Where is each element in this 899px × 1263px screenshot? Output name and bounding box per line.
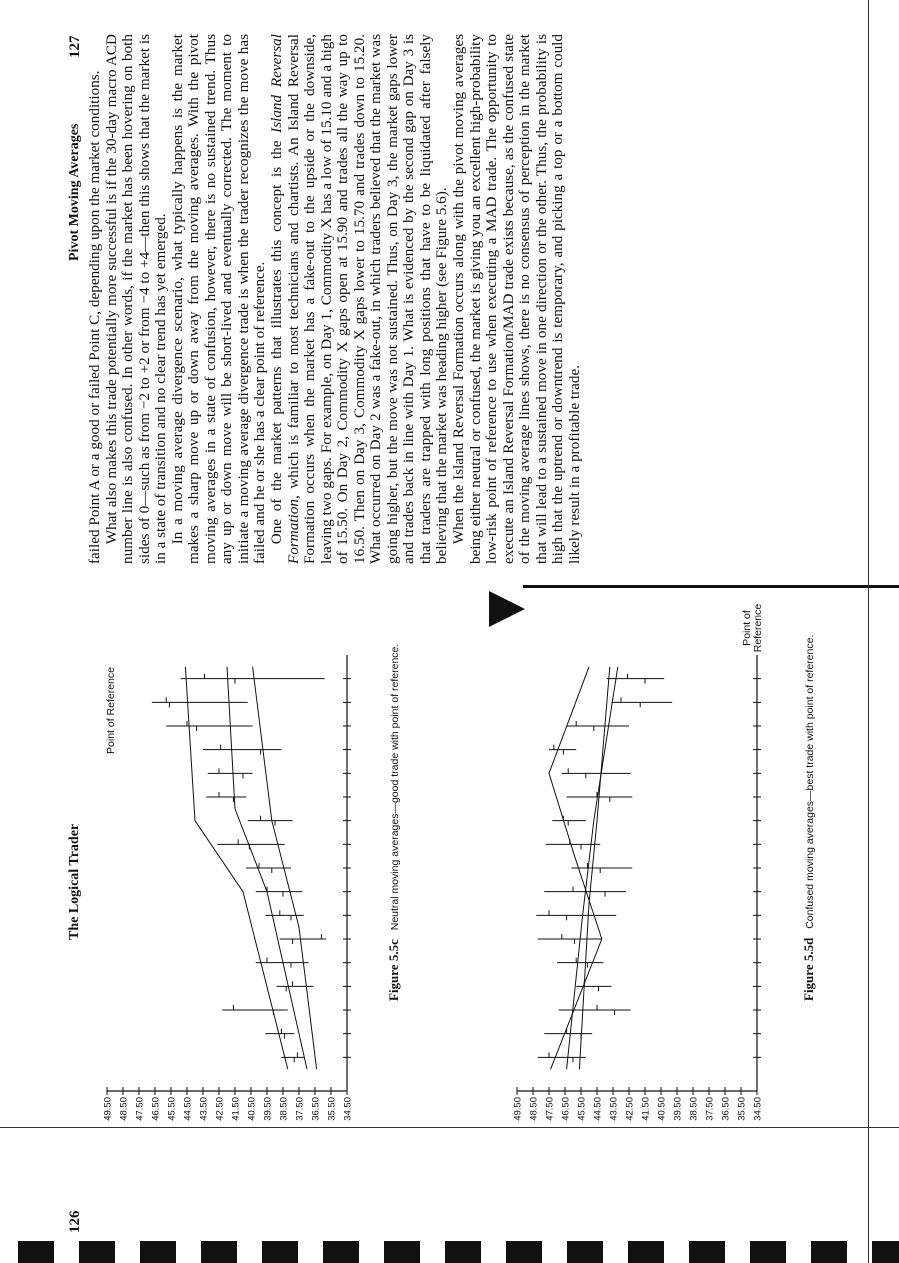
paragraph-4 bbox=[269, 34, 451, 564]
page-fold-line bbox=[0, 1127, 899, 1128]
figure-5-5d-y-tick-label: 49.50 bbox=[512, 1097, 524, 1121]
figure-5-5d-y-tick-label: 43.50 bbox=[608, 1097, 620, 1121]
figure-5-5d-chart bbox=[505, 643, 795, 1133]
binding-hole bbox=[506, 1241, 542, 1263]
binding-hole bbox=[262, 1241, 298, 1263]
gutter-rule bbox=[523, 585, 899, 588]
figure-5-5d-y-tick-label: 45.50 bbox=[576, 1097, 588, 1121]
figure-5-5d-y-tick-label: 34.50 bbox=[752, 1097, 764, 1121]
figure-5-5c-y-tick-label: 41.50 bbox=[230, 1097, 242, 1121]
figure-5-5d-y-tick-label: 35.50 bbox=[736, 1097, 748, 1121]
figure-5-5d-y-tick-label: 47.50 bbox=[544, 1097, 556, 1121]
figure-5-5d-caption-text: Confused moving averages—best trade with point of reference. bbox=[804, 634, 816, 929]
figure-5-5c-y-tick-label: 46.50 bbox=[150, 1097, 162, 1121]
figure-5-5c-caption-text: Neutral moving averages—good trade with point of reference. bbox=[389, 643, 401, 931]
figure-5-5d-label: Figure 5.5d bbox=[801, 937, 816, 1001]
figure-5-5c-y-tick-label: 39.50 bbox=[262, 1097, 274, 1121]
figure-5-5c-y-tick-label: 48.50 bbox=[118, 1097, 130, 1121]
figure-5-5c-y-tick-label: 36.50 bbox=[310, 1097, 322, 1121]
binding-hole bbox=[689, 1241, 725, 1263]
figure-5-5c-chart bbox=[95, 643, 385, 1133]
figure-5-5c-y-tick-label: 44.50 bbox=[182, 1097, 194, 1121]
right-page-number: 127 bbox=[67, 35, 83, 58]
binding-hole bbox=[18, 1241, 54, 1263]
binding-hole bbox=[201, 1241, 237, 1263]
figure-5-5c-y-tick-label: 43.50 bbox=[198, 1097, 210, 1121]
paragraph-2: What also makes this trade potentially more successful is if the 30-day macro ACD number line is also confused. In other words, if the market has been hovering on both sides of 0—such as from −2 to +2 or from −4 to +4—then this shows that the market is in a state of transition and no clear trend has yet emerged. bbox=[102, 34, 170, 564]
figure-5-5c-y-tick-label: 45.50 bbox=[166, 1097, 178, 1121]
binding-hole bbox=[750, 1241, 786, 1263]
figure-5-5c-y-tick-label: 38.50 bbox=[278, 1097, 290, 1121]
figure-5-5d-caption bbox=[801, 635, 817, 1001]
right-running-title: Pivot Moving Averages bbox=[67, 123, 82, 261]
body-text-column bbox=[87, 34, 583, 564]
figure-5-5d-point-of-reference-label bbox=[742, 598, 764, 658]
paragraph-1: failed Point A or a good or failed Point C, depending upon the market conditions. bbox=[86, 70, 103, 564]
figure-5-5d-y-tick-label: 37.50 bbox=[704, 1097, 716, 1121]
figure-5-5c-y-tick-label: 49.50 bbox=[102, 1097, 114, 1121]
figure-5-5d-por-line1: Point of bbox=[741, 610, 753, 646]
binding-strip bbox=[0, 1239, 899, 1263]
binding-hole bbox=[567, 1241, 603, 1263]
figure-5-5d-y-tick-label: 42.50 bbox=[624, 1097, 636, 1121]
figure-5-5c-y-tick-label: 40.50 bbox=[246, 1097, 258, 1121]
paragraph-4-lead: One of the market patterns that illustrates this concept is the bbox=[268, 132, 286, 545]
figure-5-5d-y-tick-label: 48.50 bbox=[528, 1097, 540, 1121]
gutter-notch bbox=[489, 591, 525, 627]
left-page-number: 126 bbox=[67, 1210, 83, 1233]
paragraph-3: In a moving average divergence scenario, what typically happens is the market makes a sharp move up or down away from the moving averages. With the pivot moving averages in a state of confusion, however, there is no sustained trend. Thus any up or down move will be short-lived and eventually corrected. The moment to initiate a moving average divergence trade is when the trader recognizes the move has failed and he or she has a clear point of reference. bbox=[168, 34, 269, 564]
figure-5-5d-y-tick-label: 36.50 bbox=[720, 1097, 732, 1121]
figure-5-5c-y-tick-label: 47.50 bbox=[134, 1097, 146, 1121]
left-running-title: The Logical Trader bbox=[67, 823, 82, 940]
binding-hole bbox=[79, 1241, 115, 1263]
figure-5-5c-y-tick-label: 42.50 bbox=[214, 1097, 226, 1121]
binding-hole bbox=[323, 1241, 359, 1263]
paragraph-4-rest: which is familiar to most technicians and chartists. An Island Reversal Formation occurs when the market has a fake-out to the upside or the downside, leaving two gaps. For example, on Day 1, Commodity X has a low of 15.10 and a high of 15.50. On Day 2, Commodity X gaps open at 15.90 and trades all the way up to 16.50. Then on Day 3, Commodity X gaps lower to 15.70 and trades down to 15.20. What occurred on Day 2 was a fake-out, in which traders believed that the market was going higher, but the move was not sustained. Thus, on Day 3, the market gaps lower and trades back in line with Day 1. What is evidenced by the second gap on Day 3 is that traders are trapped with long positions that have to be liquidated after falsely believing that the market was heading higher (see Figure 5.6). bbox=[284, 34, 451, 564]
figure-5-5c-caption bbox=[386, 644, 402, 1001]
binding-hole bbox=[384, 1241, 420, 1263]
figure-5-5d-y-tick-label: 38.50 bbox=[688, 1097, 700, 1121]
binding-hole bbox=[811, 1241, 847, 1263]
figure-5-5c-point-of-reference-label: Point of Reference bbox=[105, 667, 117, 754]
binding-hole bbox=[628, 1241, 664, 1263]
figure-5-5d-y-tick-label: 44.50 bbox=[592, 1097, 604, 1121]
binding-hole bbox=[445, 1241, 481, 1263]
figure-5-5d-y-tick-label: 39.50 bbox=[672, 1097, 684, 1121]
figure-5-5d-y-tick-label: 46.50 bbox=[560, 1097, 572, 1121]
binding-hole bbox=[872, 1241, 899, 1263]
figure-5-5d-y-tick-label: 41.50 bbox=[640, 1097, 652, 1121]
figure-5-5d-y-tick-label: 40.50 bbox=[656, 1097, 668, 1121]
island-reversal-term: Island Reversal Formation, bbox=[268, 34, 302, 564]
figure-5-5c-y-tick-label: 35.50 bbox=[326, 1097, 338, 1121]
binding-hole bbox=[140, 1241, 176, 1263]
figure-5-5c-label: Figure 5.5c bbox=[386, 939, 401, 1001]
paragraph-5: When the Island Reversal Formation occurs along with the pivot moving averages being either neutral or confused, the market is giving you an excellent high-probability low-risk point of reference to use when executing a MAD trade. The opportunity to execute an Island Reversal Formation/MAD trade exists because, as the confused state of the moving average lines shows, there is no consensus of perception in the market that will lead to a sustained move in one direction or the other. Thus, the probability is high that the uptrend or downtrend is temporary, and picking a top or a bottom could likely result in a profitable trade. bbox=[450, 34, 583, 564]
figure-5-5c-y-tick-label: 34.50 bbox=[342, 1097, 354, 1121]
page-edge-line bbox=[868, 0, 869, 1263]
figure-5-5d-por-line2: Reference bbox=[752, 603, 764, 653]
figure-5-5c-y-tick-label: 37.50 bbox=[294, 1097, 306, 1121]
